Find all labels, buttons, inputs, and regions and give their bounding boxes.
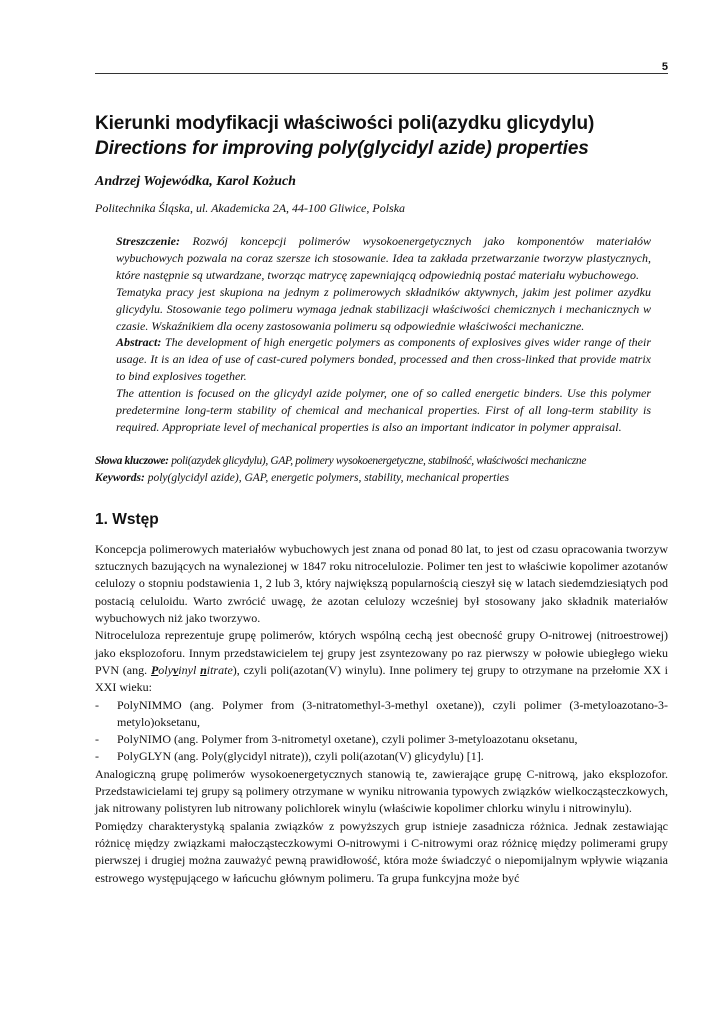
list-item-text: PolyNIMO (ang. Polymer from 3-nitrometyl oxetane), czyli polimer 3-metyloazotanu oksetanu, bbox=[117, 732, 578, 747]
keywords-polish bbox=[95, 453, 668, 470]
list-item bbox=[95, 697, 668, 732]
pvn-inyl: inyl bbox=[178, 662, 201, 677]
section-heading: 1. Wstęp bbox=[95, 510, 159, 528]
pvn-itrate: itrate bbox=[206, 662, 233, 677]
keywords-english bbox=[95, 470, 668, 487]
streszczenie-paragraph-1 bbox=[116, 233, 651, 284]
body-paragraph-4: Pomiędzy charakterystyką spalania związków z powyższych grup istnieje zasadnicza różnica. Jednak zestawiając różnicę między związkami małocząsteczkowymi O-nitrowymi i C-nitrowymi oraz różnicę między polimerami grupy pierwszej i drugiej można zauważyć pewną prawidłowość, która może świadczyć o niepomijalnym wpływie wiązania estrowego występującego w łańcuchu głównym polimeru. Ta grupa funkcyjna może być bbox=[95, 818, 668, 885]
list-dash: - bbox=[95, 749, 99, 764]
abstract-paragraph-1 bbox=[116, 334, 651, 385]
article bbox=[95, 111, 668, 887]
streszczenie-text-1: Rozwój koncepcji polimerów wysokoenergetycznych jako komponentów materiałów wybuchowych pozwala na coraz szersze ich stosowanie. Idea ta zakłada przetwarzanie tworzyw plastycznych, które następnie są utwardzane, tworząc matrycę zapewniającą odpowiednią postać materiału wybuchowego. bbox=[116, 234, 652, 282]
pvn-expansion bbox=[151, 663, 233, 677]
pvn-letter-v: v bbox=[172, 662, 179, 677]
title-english: Directions for improving poly(glycidyl azide) properties bbox=[95, 138, 589, 159]
polymer-list bbox=[95, 697, 668, 766]
streszczenie-paragraph-2: Tematyka pracy jest skupiona na jednym z polimerowych składników aktywnych, jakim jest polimer azydku glicydylu. Stosowanie tego polimeru wymaga jednak stabilizacji właściwości chemicznych i mechanicznych w czasie. Wskaźnikiem dla oceny zastosowania polimeru są odpowiednie właściwości mechaniczne. bbox=[116, 284, 651, 333]
pvn-letter-p: P bbox=[150, 662, 159, 677]
abstract-paragraph-2: The attention is focused on the glicydyl azide polymer, one of so called energetic binders. Use this polymer predetermine long-term stability of chemical and mechanical properties. First of all long-term stability is required. Appropriate level of mechanical properties is also an important indicator in polymer appraisal. bbox=[116, 386, 651, 434]
body-paragraph-2-end: ), czyli poli(azotan(V) winylu). Inne polimery tej grupy to otrzymane na przełomie XX i XXI wieku: bbox=[95, 662, 669, 695]
list-dash: - bbox=[95, 732, 99, 747]
affiliation: Politechnika Śląska, ul. Akademicka 2A, 44-100 Gliwice, Polska bbox=[95, 201, 406, 215]
list-item bbox=[95, 731, 668, 748]
keywords-block bbox=[95, 453, 668, 487]
list-item bbox=[95, 748, 668, 765]
body-paragraph-2 bbox=[95, 627, 668, 696]
pvn-oly: oly bbox=[158, 662, 173, 677]
keywords-pl-label: Słowa kluczowe: bbox=[95, 454, 169, 467]
body-paragraph-3: Analogiczną grupę polimerów wysokoenergetycznych stanowią te, zawierające grupę C-nitrową, jako eksplozofor. Przedstawicielami tej grupy są polimery otrzymane w wyniku nitrowania typowych związków wielkocząsteczkowych, jak nitrowany polistyren lub nitrowany polichlorek winylu (właściwie kopolimer chlorku winylu i nitrowinylu). bbox=[95, 766, 668, 816]
streszczenie-label: Streszczenie: bbox=[116, 234, 180, 248]
abstract-label: Abstract: bbox=[116, 335, 162, 350]
abstract-block bbox=[116, 233, 651, 436]
keywords-pl-text: poli(azydek glicydylu), GAP, polimery wysokoenergetyczne, stabilność, właściwości mechaniczne bbox=[171, 454, 587, 467]
section-body bbox=[95, 541, 668, 887]
keywords-en-label: Keywords: bbox=[95, 471, 145, 484]
page-number: 5 bbox=[661, 61, 668, 73]
abstract-text-1: The development of high energetic polymers as components of explosives gives wider range of their usage. It is an idea of use of cast-cured polymers bonded, processed and then cross-linked that provide matrix to bind explosives together. bbox=[116, 335, 652, 384]
pvn-letter-n: n bbox=[200, 662, 207, 677]
title-polish: Kierunki modyfikacji właściwości poli(azydku glicydylu) bbox=[95, 113, 595, 134]
body-paragraph-1: Koncepcja polimerowych materiałów wybuchowych jest znana od ponad 80 lat, to jest od czasu opracowania tworzyw sztucznych bazujących na wynalezionej w 1847 roku nitrocelulozie. Polimer ten jest to właściwie kopolimer azotanów celulozy o stopniu podstawienia 1, 2 lub 3, który największą popularnością cieszył się w latach siedemdziesiątych pod postacią celuloidu. Warto zwrócić uwagę, że azotan celulozy wcześniej był stosowany jako składnik materiałów wybuchowych niż jako tworzywo. bbox=[95, 541, 668, 626]
list-dash: - bbox=[95, 697, 99, 712]
keywords-en-text: poly(glycidyl azide), GAP, energetic polymers, stability, mechanical properties bbox=[147, 471, 510, 484]
list-item-text: PolyNIMMO (ang. Polymer from (3-nitratomethyl-3-methyl oxetane)), czyli polimer (3-metyloazotano-3-metylo)oksetanu, bbox=[117, 697, 668, 729]
header-rule bbox=[95, 73, 668, 74]
body-paragraph-2-start: Nitroceluloza reprezentuje grupę polimerów, których wspólną cechą jest obecność grupy O-nitrowej (nitroestrowej) jako eksplozoforu. Innym przedstawicielem tej grupy jest zsyntezowany po raz pierwszy w połowie ubiegłego wieku PVN (ang. bbox=[95, 628, 668, 677]
authors: Andrzej Wojewódka, Karol Kożuch bbox=[95, 174, 296, 189]
list-item-text: PolyGLYN (ang. Poly(glycidyl nitrate)), czyli poli(azotan(V) glicydylu) [1]. bbox=[117, 749, 484, 764]
